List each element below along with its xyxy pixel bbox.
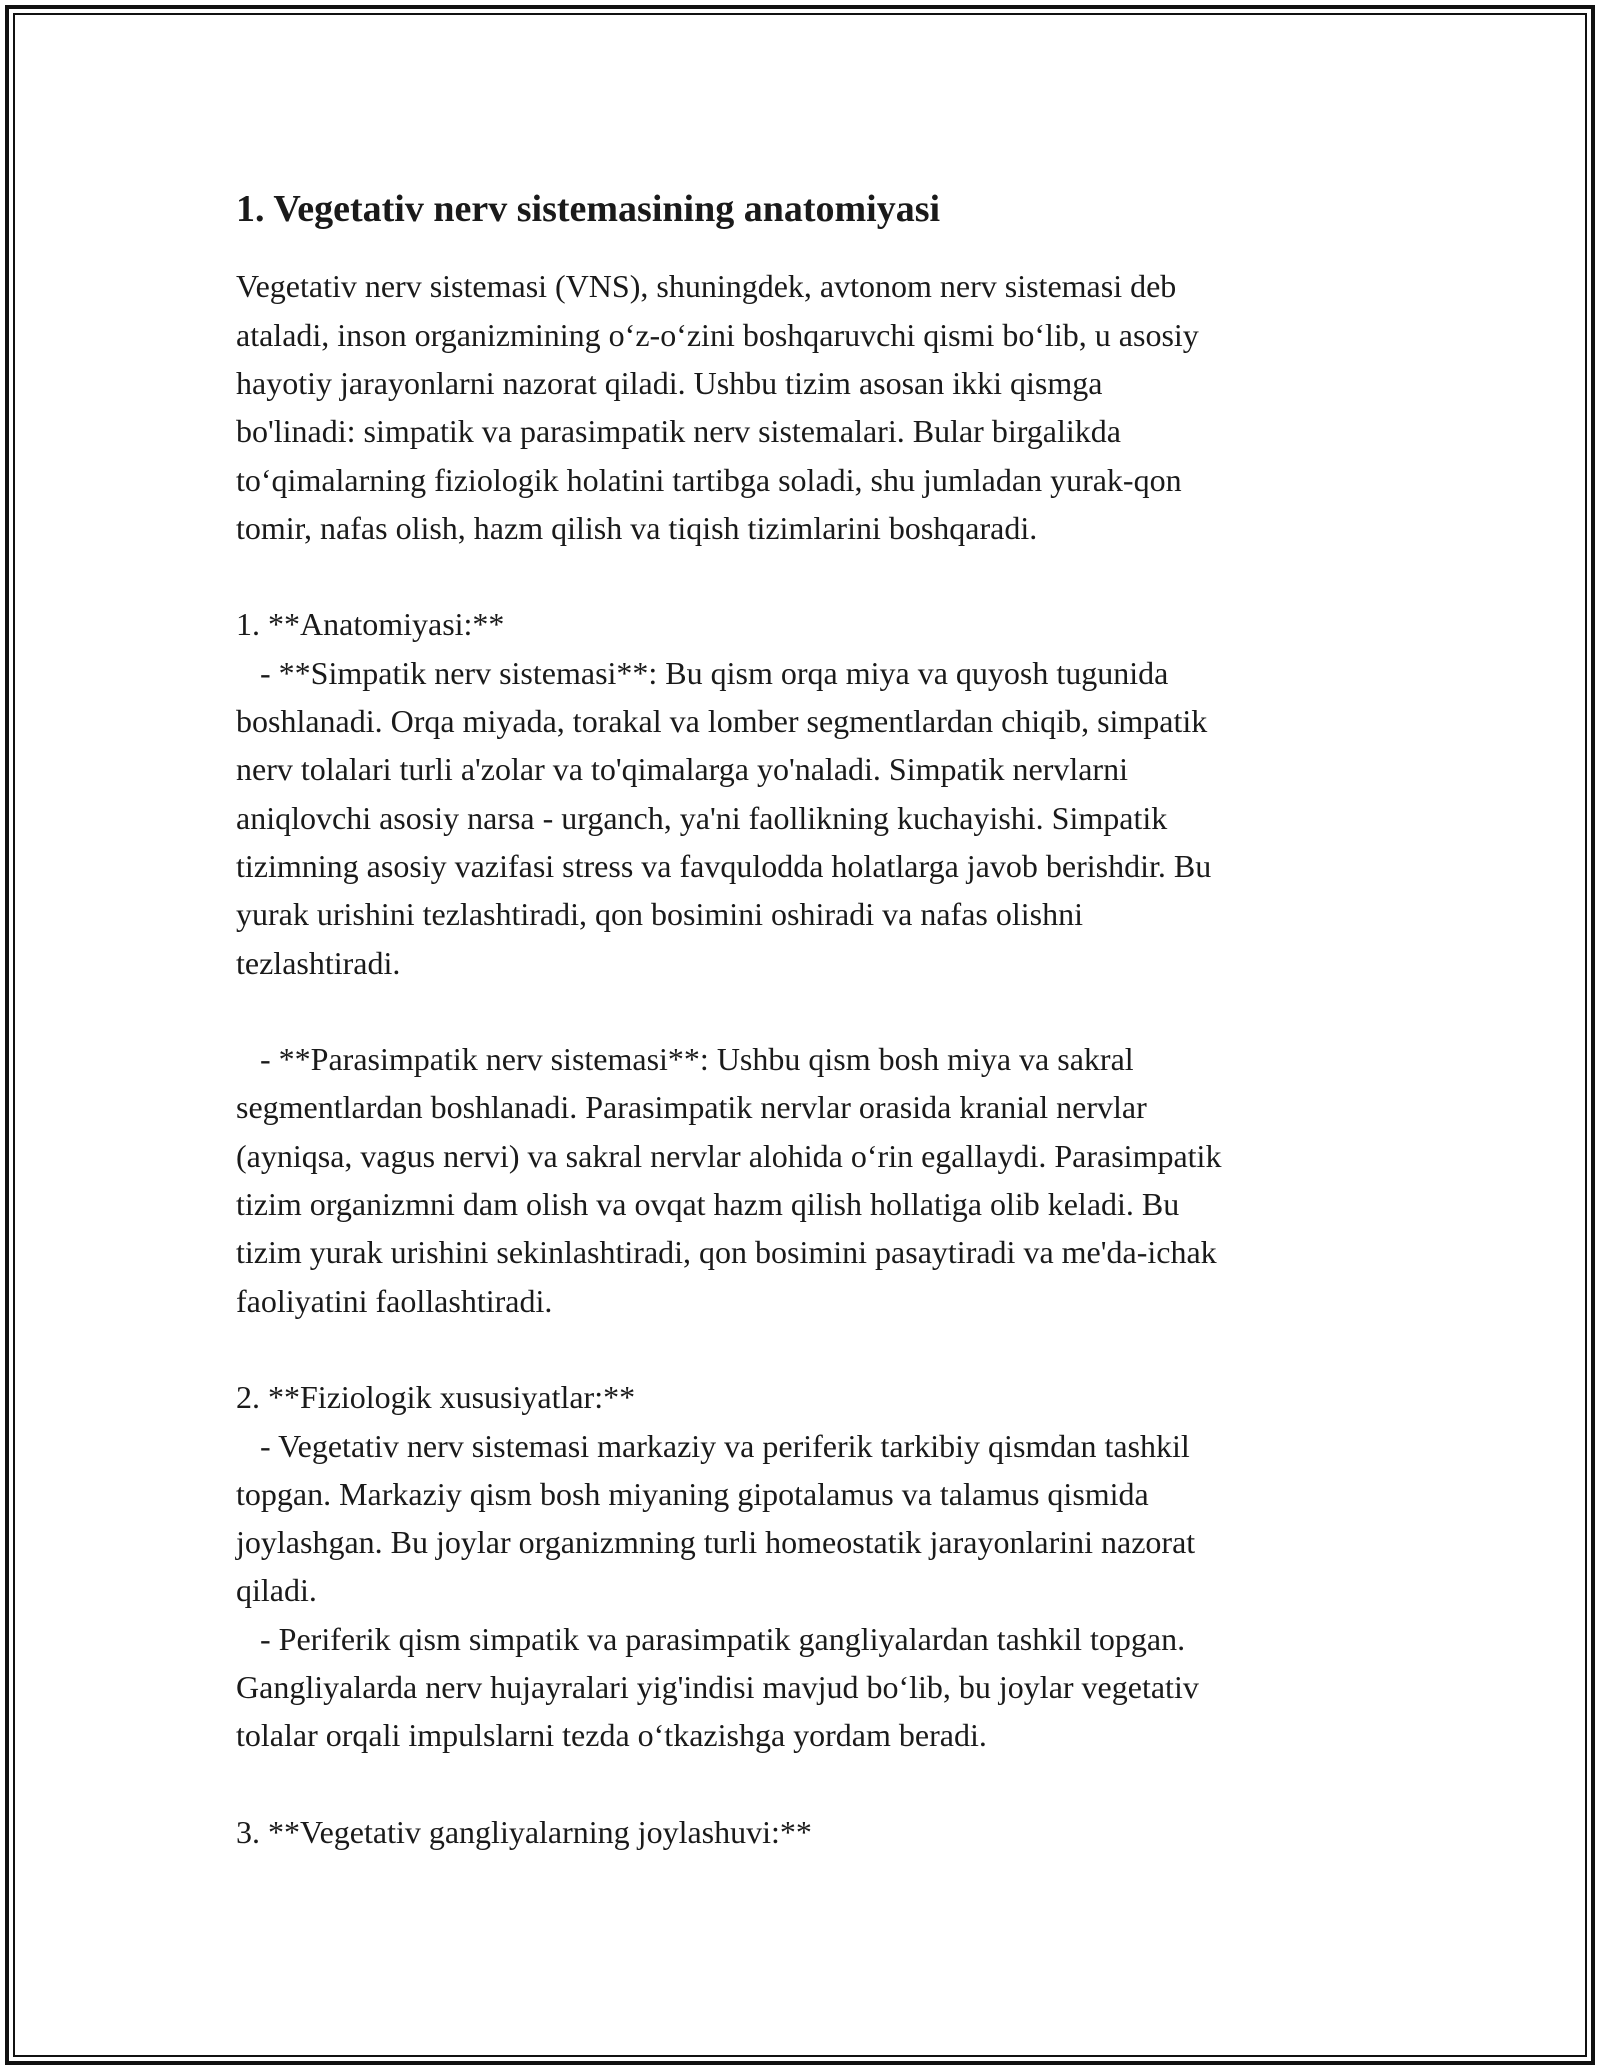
document-body: Vegetativ nerv sistemasi (VNS), shuningdek, avtonom nerv sistemasi deb ataladi, inson organizmining o‘z-o‘zini boshqaruvchi qismi bo‘lib, u asosiy hayotiy jarayonlarni nazorat qiladi. Ushbu tizim asosan ikki qismga bo'linadi: simpatik va parasimpatik nerv sistemalari. Bular birgalikda to‘qimalarning fiziologik holatini tartibga soladi, shu jumladan yurak-qon tomir, nafas olish, hazm qilish va tiqish tizimlarini boshqaradi. 1. **Anatomiyasi:** - **Simpatik nerv sistemasi**: Bu qism orqa miya va quyosh tugunida boshlanadi. Orqa miyada, torakal va lomber segmentlardan chiqib, simpatik nerv tolalari turli a'zolar va to'qimalarga yo'naladi. Simpatik nervlarni aniqlovchi asosiy narsa - urganch, ya'ni faollikning kuchayishi. Simpatik tizimning asosiy vazifasi stress va favqulodda holatlarga javob berishdir. Bu yurak urishini tezlashtiradi, qon bosimini oshiradi va nafas olishni tezlashtiradi. - **Parasimpatik nerv sistemasi**: Ushbu qism bosh miya va sakral segmentlardan boshlanadi. Parasimpatik nervlar orasida kranial nervlar (ayniqsa, vagus nervi) va sakral nervlar alohida o‘rin egallaydi. Parasimpatik tizim organizmni dam olish va ovqat hazm qilish hollatiga olib keladi. Bu tizim yurak urishini sekinlashtiradi, qon bosimini pasaytiradi va me'da-ichak faoliyatini faollashtiradi. 2. **Fiziologik xususiyatlar:** - Vegetativ nerv sistemasi markaziy va periferik tarkibiy qismdan tashkil topgan. Markaziy qism bosh miyaning gipotalamus va talamus qismida joylashgan. Bu joylar organizmning turli homeostatik jarayonlarini nazorat qiladi. - Periferik qism simpatik va parasimpatik gangliyalardan tashkil topgan. Gangliyalarda nerv hujayralari yig'indisi mavjud bo‘lib, bu joylar vegetativ tolalar orqali impulslarni tezda o‘tkazishga yordam beradi. 3. **Vegetativ gangliyalarning joylashuvi:** [236,268,1222,1850]
document-title: 1. Vegetativ nerv sistemasining anatomiyasi [236,188,941,230]
document-content [236,185,1386,1856]
